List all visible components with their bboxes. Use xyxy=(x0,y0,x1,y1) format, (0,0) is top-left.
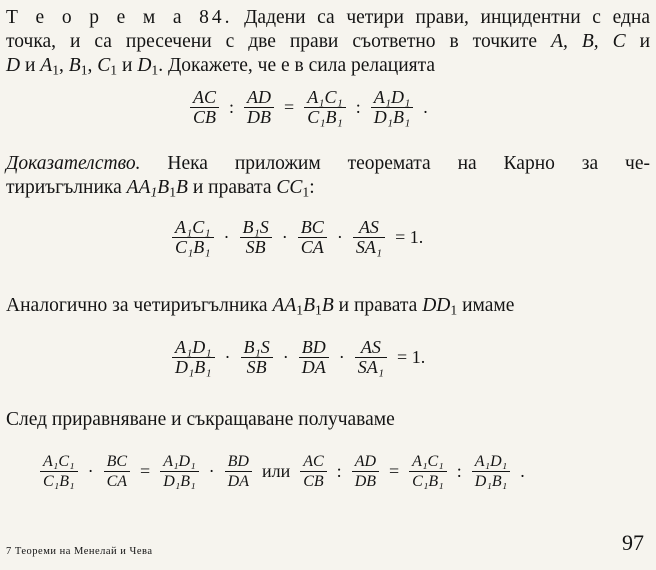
analog-line: Аналогично за четириъгълника $AA_1B_1B$ и правата $DD_1$ имаме xyxy=(6,295,515,318)
equation-carnot-2: $\frac{\text{A₁D₁}}{\text{D₁B₁}}$ · $\frac{\text{B₁S}}{SB}$ · $\frac{BD}{DA}$ · $\frac{AS}{\text{SA₁}}$ = 1. xyxy=(168,338,431,377)
fraction: $\frac{AC}{CB}$ xyxy=(190,88,219,127)
fraction: $\frac{\text{A₁D₁}}{\text{D₁B₁}}$ xyxy=(160,452,198,491)
proof-heading: Доказателство. xyxy=(6,153,141,174)
fraction: $\frac{\text{A₁C₁}}{\text{C₁B₁}}$ xyxy=(40,452,78,491)
fraction: $\frac{AS}{\text{SA₁}}$ xyxy=(353,218,385,257)
proof-line-2: тириъгълника $AA_1B_1B$ и правата $CC_1$: xyxy=(6,177,315,200)
theorem-heading: Т е о р е м а 84. xyxy=(6,7,233,28)
fraction: $\frac{\text{B₁S}}{SB}$ xyxy=(240,218,272,257)
fraction: $\frac{BD}{DA}$ xyxy=(225,452,252,491)
page-number: 97 xyxy=(622,530,644,555)
fraction: $\frac{\text{A₁C₁}}{\text{C₁B₁}}$ xyxy=(304,88,346,127)
fraction: $\frac{\text{A₁D₁}}{\text{D₁B₁}}$ xyxy=(472,452,510,491)
fraction: $\frac{\text{A₁D₁}}{\text{D₁B₁}}$ xyxy=(371,88,414,127)
fraction: $\frac{AD}{DB}$ xyxy=(352,452,379,491)
proof-line-1: Доказателство. Нека приложим теоремата на Карно за че- xyxy=(6,153,650,174)
fraction: $\frac{\text{B₁S}}{SB}$ xyxy=(241,338,273,377)
theorem-line-1: Т е о р е м а 84. Дадени са четири прави, инцидентни с една xyxy=(6,7,650,28)
theorem-line-2: точка, и са пресечени с две прави съответно в точките A, B, C и xyxy=(6,31,650,52)
theorem-line-3: D и $A_1$, $B_1$, $C_1$ и $D_1$. Докажете, че е в сила релацията xyxy=(6,55,436,78)
running-footer: 7 Теореми на Менелай и Чева xyxy=(6,546,153,557)
fraction: $\frac{BC}{CA}$ xyxy=(298,218,327,257)
fraction: $\frac{BC}{CA}$ xyxy=(104,452,130,491)
fraction: $\frac{BD}{DA}$ xyxy=(299,338,329,377)
fraction: $\frac{AC}{CB}$ xyxy=(300,452,326,491)
equation-carnot-1: $\frac{\text{A₁C₁}}{\text{C₁B₁}}$ · $\frac{\text{B₁S}}{SB}$ · $\frac{BC}{CA}$ · $\frac{AS}{\text{SA₁}}$ = 1. xyxy=(168,218,429,257)
fraction: $\frac{\text{A₁D₁}}{\text{D₁B₁}}$ xyxy=(172,338,215,377)
fraction: $\frac{AS}{\text{SA₁}}$ xyxy=(355,338,387,377)
conclusion-line: След приравняване и съкращаване получаваме xyxy=(6,409,395,430)
fraction: $\frac{\text{A₁C₁}}{\text{C₁B₁}}$ xyxy=(172,218,214,257)
equation-relation: $\frac{AC}{CB}$ : $\frac{AD}{DB}$ = $\frac{\text{A₁C₁}}{\text{C₁B₁}}$ : $\frac{\text{A₁D₁}}{\text{D₁B₁}}$ . xyxy=(186,88,434,127)
equation-result: $\frac{\text{A₁C₁}}{\text{C₁B₁}}$ · $\frac{BC}{CA}$ = $\frac{\text{A₁D₁}}{\text{D₁B₁}}$ · $\frac{BD}{DA}$ или $\frac{AC}{CB}$ : $\frac{AD}{DB}$ = $\frac{\text{A₁C₁}}{\text{C₁B₁}}$ : $\frac{\text{A₁D₁}}{\text{D₁B₁}}$ . xyxy=(36,452,531,491)
fraction: $\frac{\text{A₁C₁}}{\text{C₁B₁}}$ xyxy=(409,452,447,491)
or-word: или xyxy=(261,461,291,481)
fraction: $\frac{AD}{DB}$ xyxy=(244,88,274,127)
